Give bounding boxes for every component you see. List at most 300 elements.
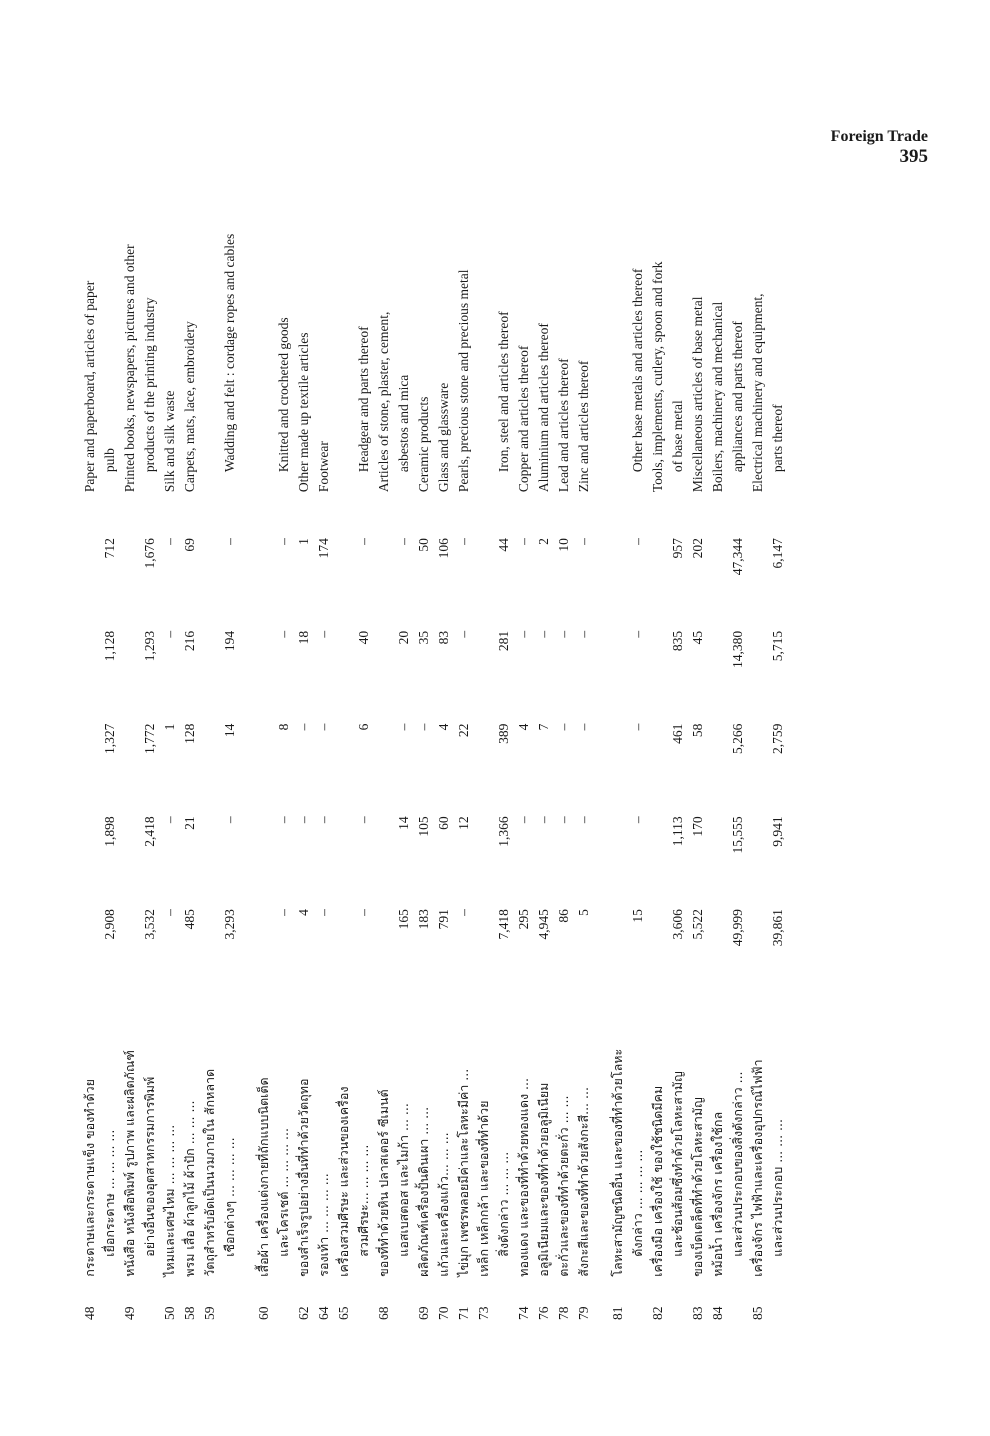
value-col-1-cell: 49,999 (730, 909, 745, 947)
value-col-3-cell: 389 (496, 723, 511, 744)
thai-description-cell: เหล็ก เหล็กกล้า และของที่ทำด้วย (476, 1100, 491, 1277)
rotated-trade-table (80, 176, 960, 1326)
table-row (708, 176, 728, 1326)
value-col-5-cell (80, 518, 100, 611)
table-row (294, 176, 314, 1326)
value-col-1-cell: 295 (516, 909, 531, 930)
value-col-4-cell (474, 611, 494, 704)
indented-text: อย่างอื่นของอุตสาหกรรมการพิมพ์ (142, 1076, 157, 1257)
english-description-cell (494, 176, 514, 518)
value-col-3-cell (474, 704, 494, 797)
thai-description-cell: โลหะสามัญชนิดอื่น และของที่ทำด้วยโลหะ (610, 1048, 625, 1277)
value-col-3-cell (200, 704, 220, 797)
value-col-5-cell (254, 518, 274, 611)
value-col-3-cell (120, 704, 140, 797)
thai-description-cell: หม้อน้ำ เครื่องจักร เครื่องใช้กล (710, 1111, 725, 1277)
value-col-3-cell: 4 (436, 723, 451, 731)
value-col-5-cell: 1,676 (142, 538, 157, 569)
thai-description-cell: ไหมและเศษไหม ... ... ... ... (162, 1124, 177, 1277)
table-row (274, 176, 294, 1326)
table-row (648, 176, 668, 1326)
indented-text: Other base metals and articles thereof (630, 268, 645, 473)
value-col-4-cell: – (576, 630, 591, 638)
thai-description-cell (394, 982, 414, 1283)
value-col-4-cell: 5,715 (770, 630, 785, 662)
value-col-1-cell (474, 889, 494, 982)
thai-description-cell: อลูมิเนียมและของที่ทำด้วยอลูมิเนียม (536, 1082, 551, 1277)
hs-code-cell: 71 (456, 1306, 471, 1320)
value-col-3-cell: 2,759 (770, 723, 785, 755)
value-col-5-cell (120, 518, 140, 611)
indented-text: products of the printing industry (142, 297, 157, 473)
english-description-cell: Other made up textile articles (296, 332, 311, 493)
table-row (474, 176, 494, 1326)
english-description-cell: Electrical machinery and equipment, (750, 293, 765, 493)
value-col-4-cell: 835 (670, 630, 685, 652)
value-col-2-cell: 21 (182, 816, 197, 830)
value-col-1-cell (80, 889, 100, 982)
value-col-2-cell: 105 (416, 816, 431, 837)
english-description-cell (334, 176, 354, 518)
thai-description-cell: สังกะสีและของที่ทำด้วยสังกะสี... ... (576, 1087, 591, 1277)
value-col-3-cell: 58 (690, 723, 705, 738)
value-col-5-cell (608, 518, 628, 611)
hs-code-cell (668, 1283, 688, 1326)
value-col-5-cell: – (576, 538, 591, 545)
english-description-cell: Silk and silk waste (162, 390, 177, 493)
hs-code-cell: 60 (256, 1306, 271, 1320)
value-col-2-cell: – (162, 816, 177, 824)
thai-description-cell (140, 982, 160, 1283)
value-col-2-cell (120, 796, 140, 889)
value-col-1-cell (748, 889, 768, 982)
english-description-cell (100, 176, 120, 518)
spacer-cell (594, 176, 608, 1326)
value-col-1-cell: 39,861 (770, 909, 785, 947)
english-description-cell: Tools, implements, cutlery, spoon and fork (650, 261, 665, 493)
table-row (334, 176, 354, 1326)
value-col-4-cell: – (316, 630, 331, 638)
value-col-1-cell (708, 889, 728, 982)
table-row (160, 176, 180, 1326)
thai-description-cell: หนังสือ หนังสือพิมพ์ รูปภาพ และผลิตภัณฑ์ (122, 1050, 137, 1277)
indented-text: Knitted and crocheted goods (276, 317, 291, 473)
indented-text: ดังกล่าว ... ... ... ... (630, 1149, 645, 1257)
value-col-1-cell (254, 889, 274, 982)
value-col-5-cell: – (516, 538, 531, 545)
value-col-4-cell: 83 (436, 630, 451, 645)
value-col-3-cell (608, 704, 628, 797)
table-row (728, 176, 748, 1326)
indented-text: และโครเชต์ ... ... ... ... (276, 1128, 291, 1257)
value-col-2-cell: – (576, 816, 591, 824)
value-col-4-cell: 1,293 (142, 630, 157, 662)
table-row (688, 176, 708, 1326)
value-col-3-cell: 128 (182, 723, 197, 744)
english-description-cell (200, 176, 220, 518)
trade-table (80, 176, 788, 1326)
english-description-cell: Ceramic products (416, 396, 431, 493)
table-row (554, 176, 574, 1326)
value-col-2-cell: 170 (690, 816, 705, 837)
english-description-cell (628, 176, 648, 518)
value-col-4-cell: 14,380 (730, 630, 745, 669)
value-col-3-cell (648, 704, 668, 797)
value-col-1-cell: 3,532 (142, 909, 157, 940)
thai-description-cell (494, 982, 514, 1283)
value-col-4-cell: 40 (356, 630, 371, 645)
hs-code-cell (354, 1283, 374, 1326)
indented-text: pulb (102, 448, 117, 473)
value-col-1-cell: 183 (416, 909, 431, 930)
value-col-1-cell: – (276, 909, 291, 916)
indented-text: สวมศีรษะ... ... ... ... (356, 1144, 371, 1257)
value-col-5-cell: 174 (316, 538, 331, 559)
value-col-1-cell: – (356, 909, 371, 916)
value-col-3-cell (80, 704, 100, 797)
thai-description-cell (100, 982, 120, 1283)
table-row (514, 176, 534, 1326)
value-col-4-cell: 45 (690, 630, 705, 645)
english-description-cell: Lead and articles thereof (556, 358, 571, 493)
value-col-4-cell (254, 611, 274, 704)
section-title: Foreign Trade (830, 128, 928, 145)
table-row (394, 176, 414, 1326)
value-col-3-cell (748, 704, 768, 797)
hs-code-cell: 48 (82, 1306, 97, 1320)
table-row (220, 176, 240, 1326)
thai-description-cell (354, 982, 374, 1283)
hs-code-cell: 82 (650, 1306, 665, 1320)
value-col-3-cell: – (416, 723, 431, 731)
table-row (768, 176, 788, 1326)
english-description-cell (140, 176, 160, 518)
table-row (434, 176, 454, 1326)
indented-text: เชือกต่างๆ ... ... ... ... (222, 1137, 237, 1257)
value-col-1-cell: 3,606 (670, 909, 685, 940)
value-col-3-cell (254, 704, 274, 797)
thai-description-cell: ไข่มุก เพชรพลอยมีค่าและโลหะมีค่า ... (456, 1068, 471, 1277)
thai-description-cell: เครื่องมือ เครื่องใช้ ของใช้ชนิดมีคม (650, 1085, 665, 1277)
table-row (120, 176, 140, 1326)
value-col-3-cell: 1,772 (142, 723, 157, 755)
hs-code-cell: 73 (476, 1306, 491, 1320)
value-col-4-cell: – (456, 630, 471, 638)
value-col-2-cell: – (630, 816, 645, 824)
value-col-1-cell (608, 889, 628, 982)
value-col-5-cell (474, 518, 494, 611)
thai-description-cell (274, 982, 294, 1283)
indented-text: asbestos and mica (396, 374, 411, 473)
table-row (748, 176, 768, 1326)
value-col-1-cell: – (316, 909, 331, 916)
indented-text: และช้อนส้อมซึ่งทำด้วยโลหะสามัญ (670, 1071, 685, 1257)
indented-text: Headgear and parts thereof (356, 326, 371, 473)
value-col-5-cell (374, 518, 394, 611)
hs-code-cell: 76 (536, 1306, 551, 1320)
value-col-5-cell: 202 (690, 538, 705, 559)
value-col-4-cell: – (516, 630, 531, 638)
hs-code-cell: 59 (202, 1306, 217, 1320)
value-col-2-cell: 9,941 (770, 816, 785, 847)
value-col-4-cell (80, 611, 100, 704)
value-col-3-cell: 461 (670, 723, 685, 744)
hs-code-cell (100, 1283, 120, 1326)
indented-text: Iron, steel and articles thereof (496, 311, 511, 473)
indented-text: เยื่อกระดาษ ... ... ... ... (102, 1129, 117, 1257)
value-col-5-cell: 6,147 (770, 538, 785, 569)
value-col-5-cell: 712 (102, 538, 117, 559)
thai-description-cell (668, 982, 688, 1283)
value-col-1-cell (648, 889, 668, 982)
indented-text: appliances and parts thereof (730, 321, 745, 473)
hs-code-cell (628, 1283, 648, 1326)
value-col-2-cell: – (356, 816, 371, 824)
english-description-cell: Carpets, mats, lace, embroidery (182, 321, 197, 493)
english-description-cell: Miscellaneous articles of base metal (690, 296, 705, 493)
value-col-2-cell: 12 (456, 816, 471, 830)
thai-description-cell: เสื้อผ้า เครื่องแต่งกายที่ถักแบบนิตเต็ด (256, 1077, 271, 1277)
value-col-4-cell: 194 (222, 630, 237, 652)
value-col-5-cell: – (222, 538, 237, 545)
value-col-2-cell: – (222, 816, 237, 824)
value-col-1-cell: 4 (296, 909, 311, 916)
value-col-5-cell (200, 518, 220, 611)
indented-text: parts thereof (770, 404, 785, 473)
page-header (831, 128, 928, 168)
hs-code-cell: 78 (556, 1306, 571, 1320)
value-col-2-cell: 14 (396, 816, 411, 830)
value-col-1-cell (200, 889, 220, 982)
value-col-2-cell: 1,898 (102, 816, 117, 847)
value-col-2-cell: – (316, 816, 331, 824)
value-col-4-cell: 281 (496, 630, 511, 652)
table-row (534, 176, 554, 1326)
page-number: 395 (899, 146, 928, 167)
value-col-3-cell: – (296, 723, 311, 731)
thai-description-cell: วัตถุสำหรับอัดเป็นนวมภายใน สักหลาด (202, 1068, 217, 1277)
value-col-1-cell: – (162, 909, 177, 916)
spacer-cell (240, 176, 254, 1326)
thai-description-cell: ผลิตภัณฑ์เครื่องปั้นดินเผา ... ... (416, 1106, 431, 1277)
value-col-3-cell: – (630, 723, 645, 731)
value-col-3-cell: 1,327 (102, 723, 117, 755)
hs-code-cell: 65 (336, 1306, 351, 1320)
english-description-cell: Pearls, precious stone and precious metal (456, 269, 471, 493)
value-col-4-cell: 216 (182, 630, 197, 652)
table-row (200, 176, 220, 1326)
english-description-cell (254, 176, 274, 518)
thai-description-cell: แก้วและเครื่องแก้ว... ... ... (436, 1132, 451, 1277)
value-col-5-cell (334, 518, 354, 611)
value-col-3-cell: 14 (222, 723, 237, 738)
hs-code-cell (220, 1283, 240, 1326)
table-body (80, 176, 788, 1326)
thai-description-cell: ของที่ทำด้วยหิน ปลาสเตอร์ ซีเมนต์ (376, 1089, 391, 1277)
value-col-1-cell: 5 (576, 909, 591, 916)
value-col-4-cell (200, 611, 220, 704)
value-col-3-cell: 1 (162, 723, 177, 731)
value-col-3-cell: – (556, 723, 571, 731)
indented-text: และส่วนประกอบ ... ... ... (770, 1119, 785, 1257)
value-col-5-cell: 10 (556, 538, 571, 552)
table-row (574, 176, 594, 1326)
value-col-3-cell: – (576, 723, 591, 731)
thai-description-cell (628, 982, 648, 1283)
value-col-5-cell: 957 (670, 538, 685, 559)
hs-code-cell: 74 (516, 1306, 531, 1320)
hs-code-cell: 83 (690, 1306, 705, 1320)
hs-code-cell: 50 (162, 1306, 177, 1320)
hs-code-cell (768, 1283, 788, 1326)
value-col-5-cell: – (276, 538, 291, 545)
value-col-3-cell: – (316, 723, 331, 731)
value-col-5-cell: 106 (436, 538, 451, 559)
hs-code-cell (140, 1283, 160, 1326)
thai-description-cell: พรม เสื่อ ผ้าลูกไม้ ผ้าปัก ... ... ... (182, 1100, 197, 1277)
value-col-2-cell: 1,113 (670, 816, 685, 847)
value-col-1-cell: – (456, 909, 471, 916)
hs-code-cell: 79 (576, 1306, 591, 1320)
table-row (608, 176, 628, 1326)
hs-code-cell (274, 1283, 294, 1326)
hs-code-cell: 68 (376, 1306, 391, 1320)
value-col-2-cell: – (296, 816, 311, 824)
indented-text: สิ่งดังกล่าว ... ... ... (496, 1151, 511, 1257)
english-description-cell: Paper and paperboard, articles of paper (82, 280, 97, 493)
hs-code-cell: 84 (710, 1306, 725, 1320)
thai-description-cell: ของเบ็ดเตล็ดที่ทำด้วยโลหะสามัญ (690, 1097, 705, 1277)
value-col-4-cell (374, 611, 394, 704)
value-col-4-cell: 20 (396, 630, 411, 645)
hs-code-cell: 49 (122, 1306, 137, 1320)
value-col-1-cell (374, 889, 394, 982)
table-row (414, 176, 434, 1326)
table-row (454, 176, 474, 1326)
english-description-cell: Copper and articles thereof (516, 345, 531, 493)
thai-description-cell: รองเท้า ... ... ... ... (316, 1173, 331, 1277)
indented-text: แอสเบสตอส และไมก้า ... ... (396, 1103, 411, 1257)
value-col-2-cell (334, 796, 354, 889)
value-col-3-cell: 5,266 (730, 723, 745, 755)
value-col-2-cell: – (556, 816, 571, 824)
value-col-4-cell: 35 (416, 630, 431, 645)
hs-code-cell: 69 (416, 1306, 431, 1320)
value-col-4-cell (120, 611, 140, 704)
value-col-5-cell: – (456, 538, 471, 545)
english-description-cell: Printed books, newspapers, pictures and other (122, 244, 137, 493)
hs-code-cell: 62 (296, 1306, 311, 1320)
thai-description-cell: ตะกั่วและของที่ทำด้วยตะกั่ว ... ... (556, 1095, 571, 1277)
english-description-cell (768, 176, 788, 518)
value-col-1-cell: 86 (556, 909, 571, 923)
english-description-cell: Zinc and articles thereof (576, 360, 591, 493)
value-col-5-cell: 2 (536, 538, 551, 545)
value-col-2-cell (474, 796, 494, 889)
value-col-3-cell (334, 704, 354, 797)
thai-description-cell: ทองแดง และของที่ทำด้วยทองแดง ... (516, 1078, 531, 1277)
english-description-cell: Glass and glassware (436, 382, 451, 493)
value-col-1-cell: 7,418 (496, 909, 511, 940)
indented-text: Wadding and felt : cordage ropes and cables (222, 233, 237, 473)
value-col-1-cell: 4,945 (536, 909, 551, 940)
english-description-cell (474, 176, 494, 518)
english-description-cell (608, 176, 628, 518)
english-description-cell: Footwear (316, 441, 331, 493)
english-description-cell (728, 176, 748, 518)
indented-text: และส่วนประกอบของสิ่งดังกล่าว ... (730, 1071, 745, 1257)
value-col-1-cell (334, 889, 354, 982)
value-col-5-cell: 47,344 (730, 538, 745, 576)
hs-code-cell (728, 1283, 748, 1326)
english-description-cell (394, 176, 414, 518)
value-col-5-cell (648, 518, 668, 611)
thai-description-cell: เครื่องจักร ไฟฟ้าและเครื่องอุปกรณ์ไฟฟ้า (750, 1059, 765, 1277)
value-col-1-cell: 485 (182, 909, 197, 930)
value-col-4-cell: – (276, 630, 291, 638)
value-col-5-cell: 44 (496, 538, 511, 552)
value-col-2-cell (80, 796, 100, 889)
value-col-2-cell: – (276, 816, 291, 824)
table-row (494, 176, 514, 1326)
table-row (180, 176, 200, 1326)
value-col-4-cell (748, 611, 768, 704)
table-row (100, 176, 120, 1326)
row-spacer (240, 176, 254, 1326)
value-col-2-cell (200, 796, 220, 889)
thai-description-cell (220, 982, 240, 1283)
value-col-3-cell: 22 (456, 723, 471, 738)
value-col-5-cell (748, 518, 768, 611)
value-col-4-cell (334, 611, 354, 704)
english-description-cell: Articles of stone, plaster, cement, (376, 311, 391, 493)
table-row (628, 176, 648, 1326)
english-description-cell: Aluminium and articles thereof (536, 323, 551, 493)
value-col-2-cell: 1,366 (496, 816, 511, 847)
value-col-5-cell: – (356, 538, 371, 545)
value-col-5-cell: 1 (296, 538, 311, 545)
value-col-3-cell: 7 (536, 723, 551, 731)
value-col-2-cell (374, 796, 394, 889)
table-row (354, 176, 374, 1326)
value-col-5-cell: 69 (182, 538, 197, 552)
value-col-1-cell: 3,293 (222, 909, 237, 940)
value-col-1-cell: 2,908 (102, 909, 117, 940)
thai-description-cell (728, 982, 748, 1283)
indented-text: of base metal (670, 400, 685, 473)
value-col-2-cell (608, 796, 628, 889)
value-col-4-cell (648, 611, 668, 704)
value-col-5-cell: 50 (416, 538, 431, 552)
value-col-4-cell: 1,128 (102, 630, 117, 662)
english-description-cell (220, 176, 240, 518)
value-col-2-cell: 60 (436, 816, 451, 830)
value-col-4-cell: – (630, 630, 645, 638)
table-row (80, 176, 100, 1326)
value-col-4-cell (608, 611, 628, 704)
value-col-4-cell: – (162, 630, 177, 638)
value-col-4-cell (708, 611, 728, 704)
row-spacer (594, 176, 608, 1326)
table-row (374, 176, 394, 1326)
thai-description-cell: กระดาษและกระดาษแข็ง ของทำด้วย (82, 1079, 97, 1277)
value-col-1-cell: 791 (436, 909, 451, 930)
table-row (140, 176, 160, 1326)
value-col-3-cell (374, 704, 394, 797)
hs-code-cell (394, 1283, 414, 1326)
value-col-2-cell (254, 796, 274, 889)
table-row (668, 176, 688, 1326)
